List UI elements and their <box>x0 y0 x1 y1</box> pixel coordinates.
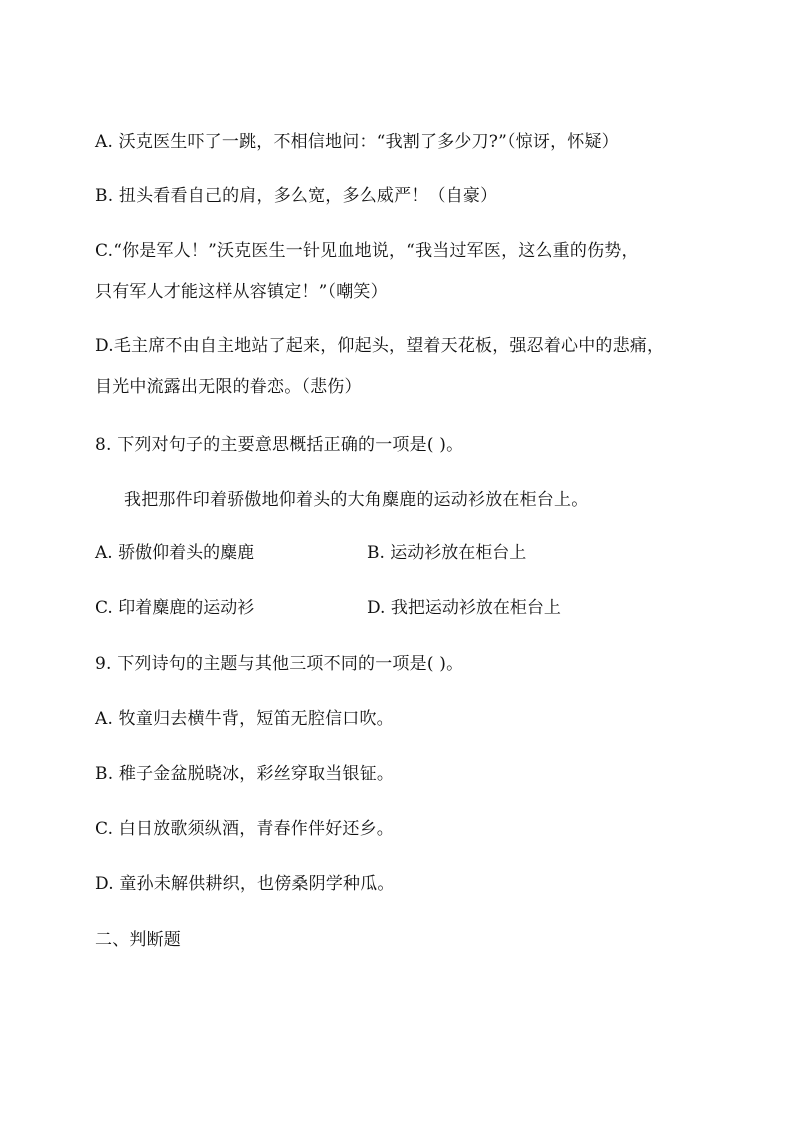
q7-option-d-line1: D.毛主席不由自主地站了起来，仰起头，望着天花板，强忍着心中的悲痛， <box>95 336 665 356</box>
q9-option-c: C. 白日放歌须纵酒，青春作伴好还乡。 <box>95 819 395 839</box>
q8-options-row2 <box>95 596 715 620</box>
q8-option-d: D. 我把运动衫放在柜台上 <box>367 598 561 618</box>
q9-stem: 9. 下列诗句的主题与其他三项不同的一项是( )。 <box>95 654 464 674</box>
q9-option-d: D. 童孙未解供耕织，也傍桑阴学种瓜。 <box>95 874 395 894</box>
q8-sentence: 我把那件印着骄傲地仰着头的大角麋鹿的运动衫放在柜台上。 <box>124 490 589 510</box>
q7-option-c-line1: C.“你是军人！”沃克医生一针见血地说，“我当过军医，这么重的伤势， <box>95 241 639 261</box>
q7-option-a: A. 沃克医生吓了一跳，不相信地问：“我割了多少刀?”（惊讶，怀疑） <box>95 132 619 152</box>
section-title: 二、判断题 <box>95 930 181 950</box>
q7-option-c-line2: 只有军人才能这样从容镇定！”（嘲笑） <box>95 282 388 302</box>
q8-option-c: C. 印着麋鹿的运动衫 <box>95 598 255 618</box>
q8-stem: 8. 下列对句子的主要意思概括正确的一项是( )。 <box>95 435 464 455</box>
q8-option-a: A. 骄傲仰着头的麋鹿 <box>95 543 255 563</box>
q8-option-b: B. 运动衫放在柜台上 <box>367 543 527 563</box>
q8-options-row1 <box>95 541 715 565</box>
q9-option-b: B. 稚子金盆脱晓冰，彩丝穿取当银钲。 <box>95 764 395 784</box>
q7-option-b: B. 扭头看看自己的肩，多么宽，多么威严！（自豪） <box>95 186 498 206</box>
q9-option-a: A. 牧童归去横牛背，短笛无腔信口吹。 <box>95 709 394 729</box>
q7-option-d-line2: 目光中流露出无限的眷恋。（悲伤） <box>95 377 362 397</box>
